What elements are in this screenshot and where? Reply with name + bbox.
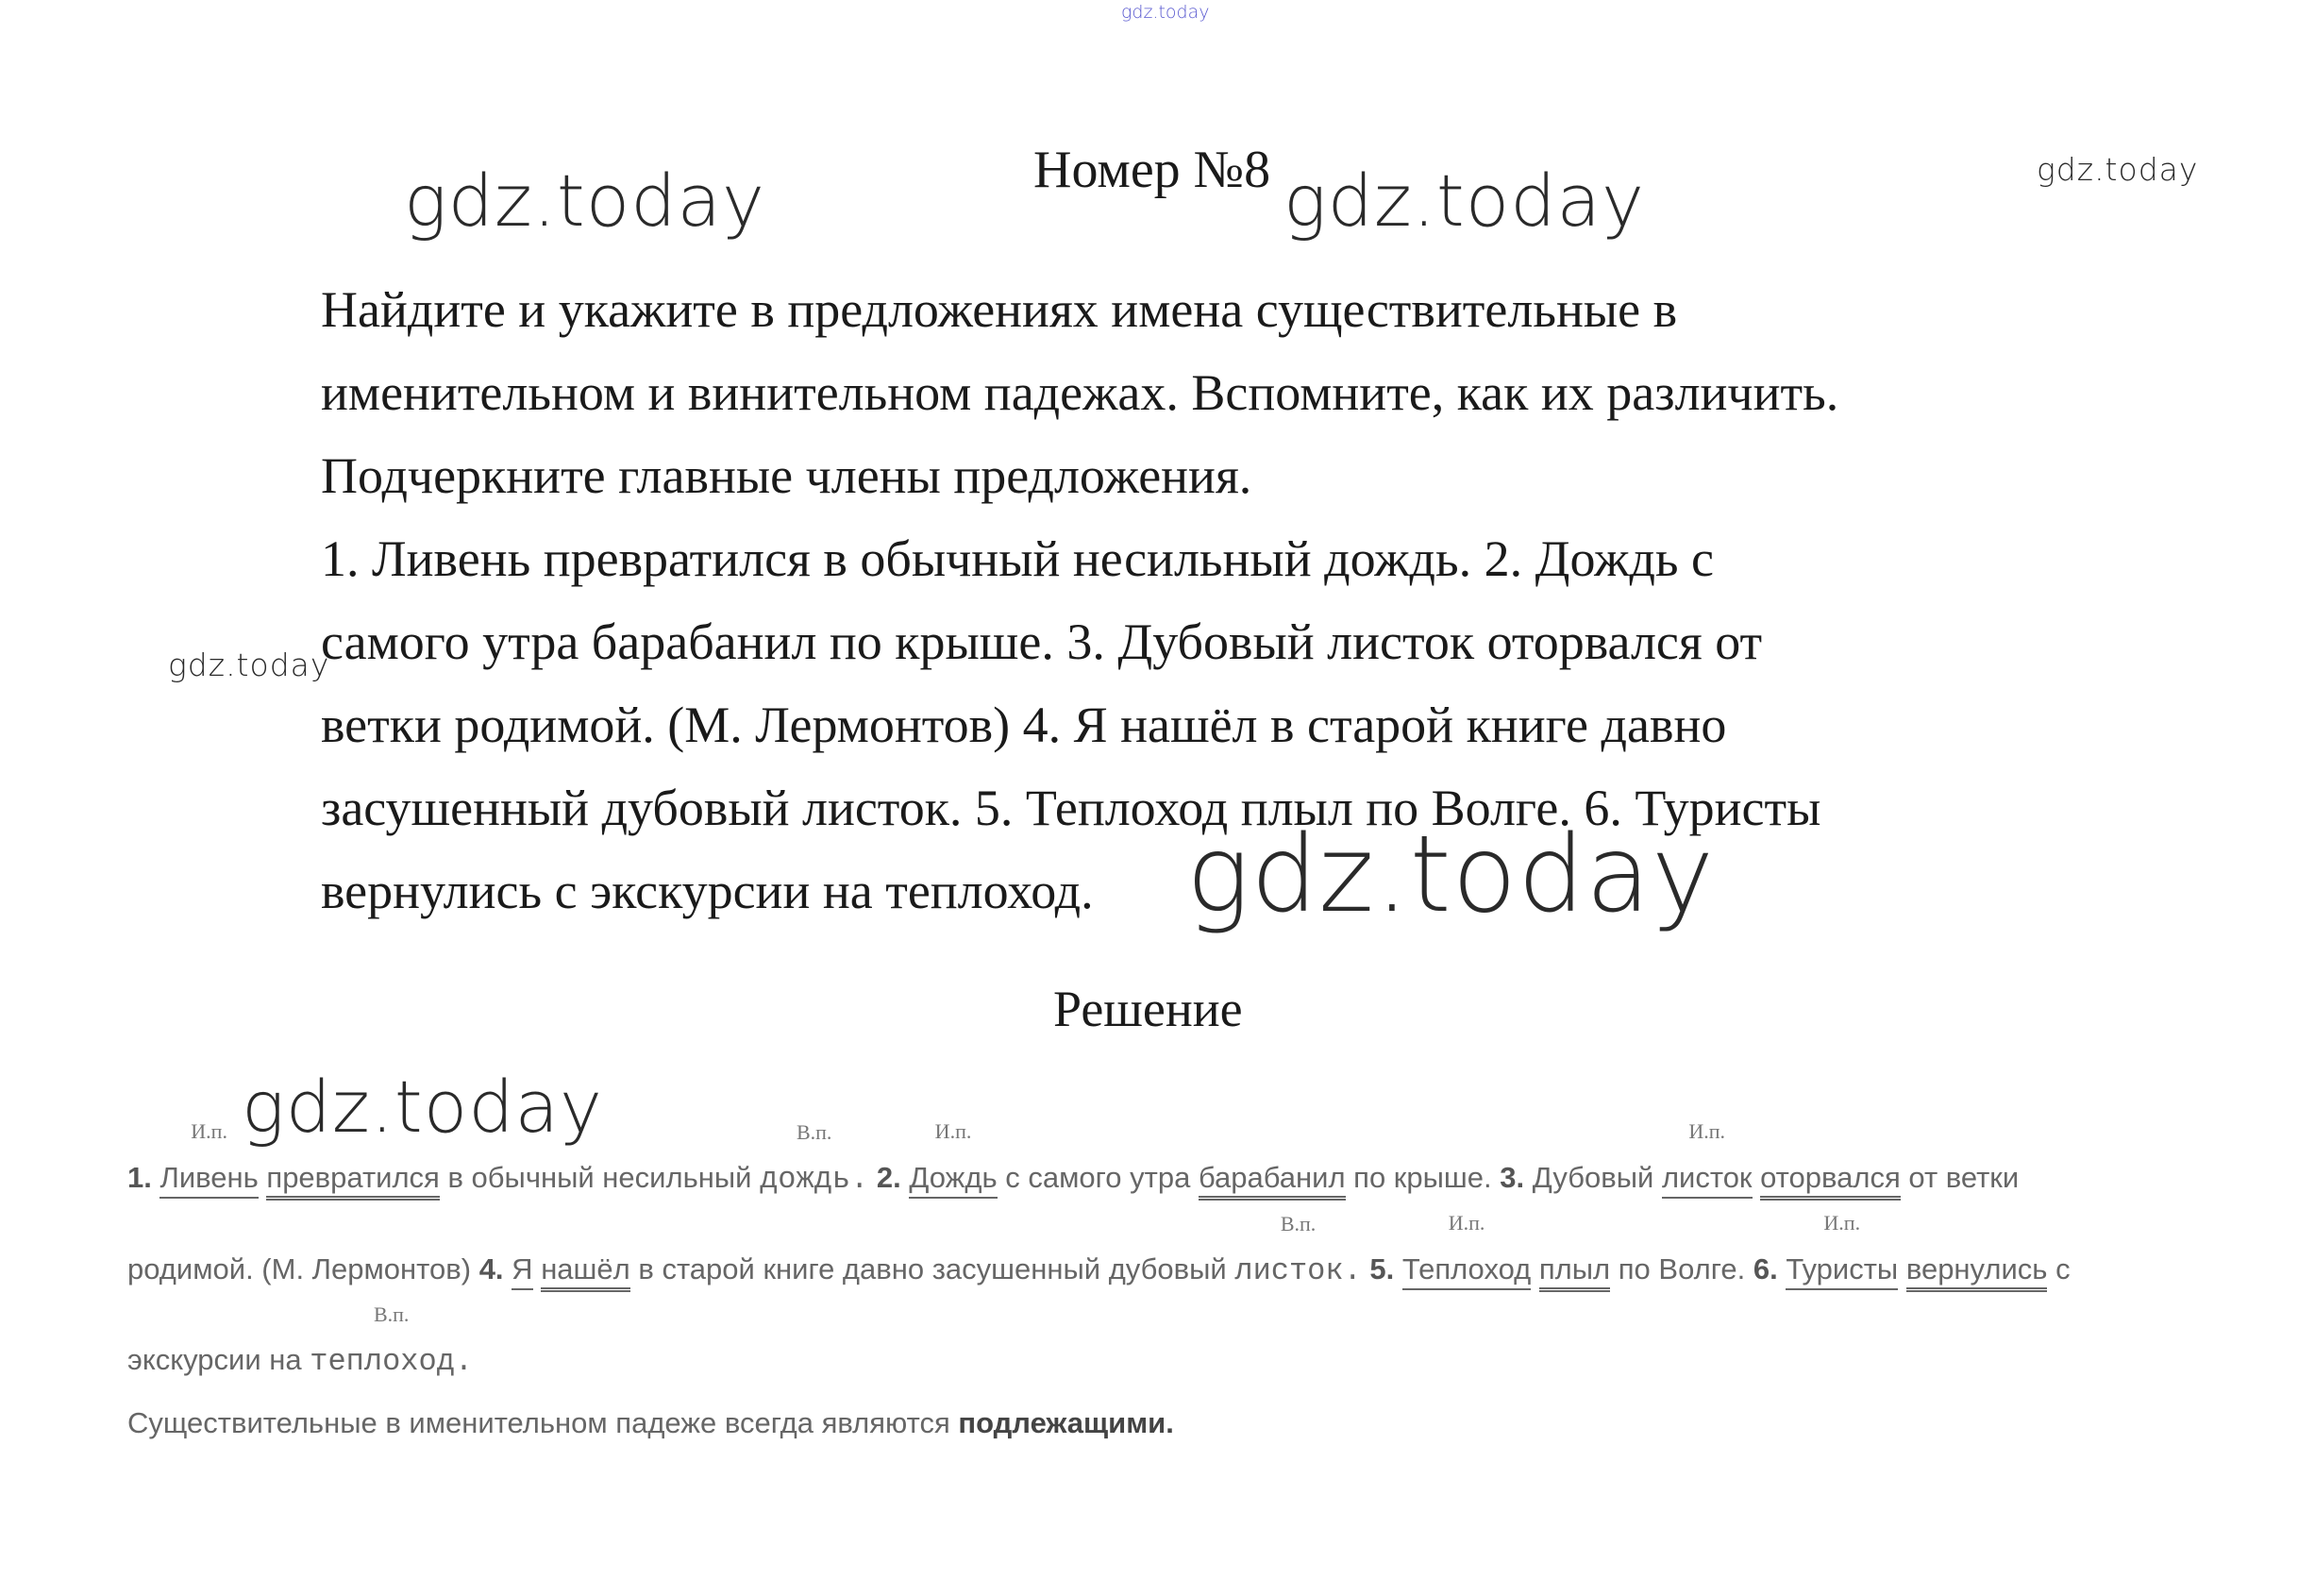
case-label-nom: И.п. bbox=[1823, 1211, 1861, 1235]
word: дождь. bbox=[760, 1162, 869, 1197]
word: Дождь bbox=[909, 1161, 998, 1194]
subject-word: Я bbox=[512, 1252, 532, 1290]
watermark: gdz.today bbox=[1186, 814, 1716, 936]
predicate-word: превратился bbox=[266, 1161, 439, 1201]
watermark: gdz.today bbox=[404, 159, 765, 243]
subject-word bbox=[909, 1119, 998, 1199]
watermark: gdz.today bbox=[242, 1065, 603, 1149]
task-text bbox=[321, 268, 1838, 932]
word: Ливень bbox=[159, 1161, 259, 1194]
task-line: ветки родимой. (М. Лермонтов) 4. Я нашёл в старой книге давно bbox=[321, 697, 1727, 753]
accusative-word bbox=[310, 1302, 474, 1379]
watermark: gdz.today bbox=[2037, 151, 2199, 188]
case-label-acc: В.п. bbox=[796, 1120, 832, 1144]
case-label-acc: В.п. bbox=[1280, 1212, 1317, 1235]
subject-word bbox=[1786, 1211, 1899, 1290]
predicate-word: оторвался bbox=[1760, 1161, 1901, 1201]
sentence-number: 5. bbox=[1369, 1252, 1395, 1285]
predicate-word: нашёл bbox=[541, 1252, 630, 1292]
text-fragment: Дубовый bbox=[1532, 1161, 1654, 1194]
predicate-word: вернулись bbox=[1906, 1252, 2048, 1292]
solution-line-1 bbox=[127, 1119, 2020, 1201]
watermark: gdz.today bbox=[168, 647, 330, 683]
word: Теплоход bbox=[1401, 1252, 1532, 1285]
predicate-word: барабанил bbox=[1199, 1161, 1346, 1201]
task-line: Найдите и укажите в предложениях имена существительные в bbox=[321, 281, 1678, 338]
subject-word bbox=[159, 1119, 259, 1199]
sentence-number: 1. bbox=[127, 1161, 152, 1194]
task-line: 1. Ливень превратился в обычный несильный дождь. 2. Дождь с bbox=[321, 530, 1715, 587]
task-line: засушенный дубовый листок. 5. Теплоход плыл по Волге. 6. Туристы bbox=[321, 780, 1821, 836]
case-label-acc: В.п. bbox=[373, 1302, 410, 1326]
word: Туристы bbox=[1786, 1252, 1899, 1285]
text-fragment: с самого утра bbox=[1005, 1161, 1191, 1194]
text-fragment: родимой. (М. Лермонтов) bbox=[127, 1252, 472, 1285]
text-fragment: по Волге. bbox=[1618, 1252, 1746, 1285]
page-title: Номер №8 bbox=[1033, 141, 1271, 199]
sentence-number: 4. bbox=[478, 1252, 504, 1285]
case-label-nom: И.п. bbox=[1448, 1211, 1485, 1235]
task-line: именительном и винительном падежах. Вспомните, как их различить. bbox=[321, 364, 1839, 421]
subject-word bbox=[1661, 1119, 1753, 1199]
solution-line-3 bbox=[127, 1302, 474, 1379]
accusative-word bbox=[760, 1120, 869, 1197]
task-line: вернулись с экскурсии на теплоход. bbox=[321, 863, 1094, 919]
sentence-number: 2. bbox=[876, 1161, 901, 1194]
text-fragment: по крыше. bbox=[1353, 1161, 1492, 1194]
task-line: самого утра барабанил по крыше. 3. Дубовый листок оторвался от bbox=[321, 613, 1763, 670]
text-fragment: экскурсии на bbox=[127, 1343, 302, 1376]
watermark-top: gdz.today bbox=[1121, 2, 1210, 23]
accusative-word bbox=[1234, 1212, 1362, 1288]
solution-heading: Решение bbox=[1053, 981, 1243, 1037]
solution-line-2 bbox=[127, 1211, 2071, 1292]
note-text: Существительные в именительном падеже всегда являются bbox=[127, 1406, 950, 1439]
text-fragment: от ветки bbox=[1908, 1161, 2020, 1194]
sentence-number: 6. bbox=[1753, 1252, 1778, 1285]
predicate-word: плыл bbox=[1539, 1252, 1610, 1292]
text-fragment: с bbox=[2055, 1252, 2071, 1285]
word: теплоход. bbox=[310, 1344, 474, 1379]
text-fragment: в старой книге давно засушенный дубовый bbox=[638, 1252, 1227, 1285]
word: листок. bbox=[1234, 1253, 1362, 1288]
case-label-nom: И.п. bbox=[934, 1119, 972, 1143]
task-line: Подчеркните главные члены предложения. bbox=[321, 447, 1252, 504]
text-fragment: в обычный несильный bbox=[447, 1161, 752, 1194]
subject-word bbox=[1401, 1211, 1532, 1290]
solution-note bbox=[127, 1406, 1174, 1440]
note-bold: подлежащими. bbox=[958, 1406, 1174, 1439]
sentence-number: 3. bbox=[1500, 1161, 1525, 1194]
watermark: gdz.today bbox=[1283, 159, 1645, 243]
case-label-nom: И.п. bbox=[1688, 1119, 1726, 1143]
case-label-nom: И.п. bbox=[191, 1119, 227, 1143]
word: листок bbox=[1661, 1161, 1753, 1194]
